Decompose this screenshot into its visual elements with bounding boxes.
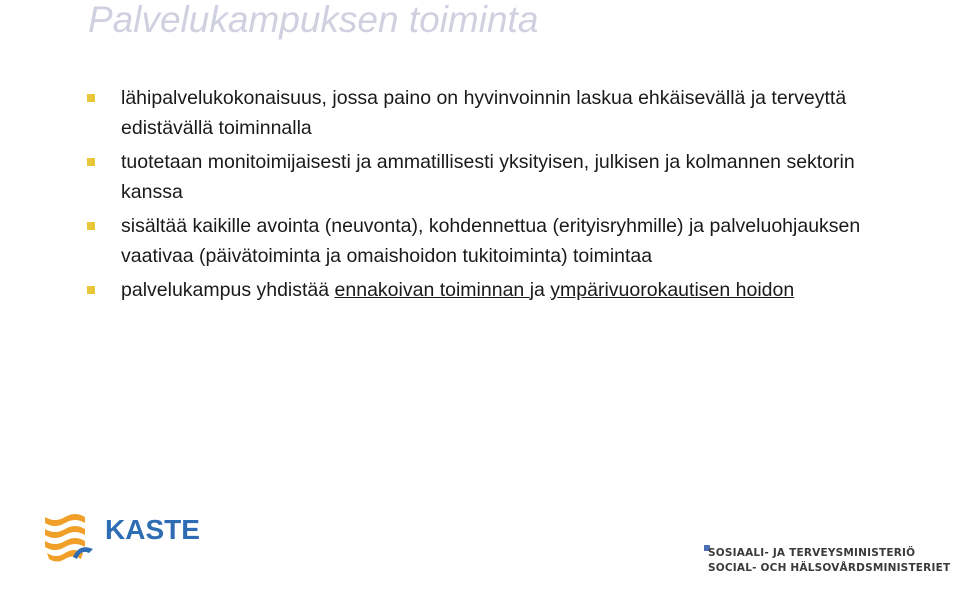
- bullet-item: [86, 276, 886, 306]
- square-bullet-icon: [87, 286, 95, 294]
- bullet-text: lähipalvelukokonaisuus, jossa paino on hyvinvoinnin laskua ehkäisevällä ja terveyttä edistävällä toiminnalla: [121, 87, 847, 139]
- square-bullet-icon: [87, 222, 95, 230]
- ministry-name-fi: SOSIAALI- JA TERVEYSMINISTERIÖ: [708, 547, 916, 559]
- slide-title: Palvelukampuksen toiminta: [88, 0, 539, 40]
- ministry-logo: [708, 546, 950, 576]
- bullet-text-part: palvelukampus yhdistää: [121, 279, 335, 301]
- bullet-text: tuotetaan monitoimijaisesti ja ammatillisesti yksityisen, julkisen ja kolmannen sektorin kanssa: [121, 151, 855, 203]
- kaste-logo-text: KASTE: [105, 514, 200, 545]
- kaste-logo: [43, 513, 218, 570]
- underlined-text: ympärivuorokautisen hoidon: [550, 279, 795, 301]
- bullet-text-part: ja: [529, 279, 551, 301]
- bullet-item: [86, 148, 886, 207]
- bullet-text: sisältää kaikille avointa (neuvonta), kohdennettua (erityisryhmille) ja palveluohjauksen vaativaa (päivätoiminta ja omaishoidon tukitoiminta) toimintaa: [121, 215, 861, 267]
- underlined-text: ennakoivan toiminnan: [334, 279, 530, 301]
- bullet-item: [86, 84, 886, 143]
- kaste-sun-logo-icon: [45, 514, 93, 562]
- square-bullet-icon: [87, 158, 95, 166]
- ministry-name-sv: SOCIAL- OCH HÄLSOVÅRDSMINISTERIET: [708, 562, 951, 574]
- bullet-list: [86, 84, 886, 311]
- bullet-item: [86, 212, 886, 271]
- square-bullet-icon: [87, 94, 95, 102]
